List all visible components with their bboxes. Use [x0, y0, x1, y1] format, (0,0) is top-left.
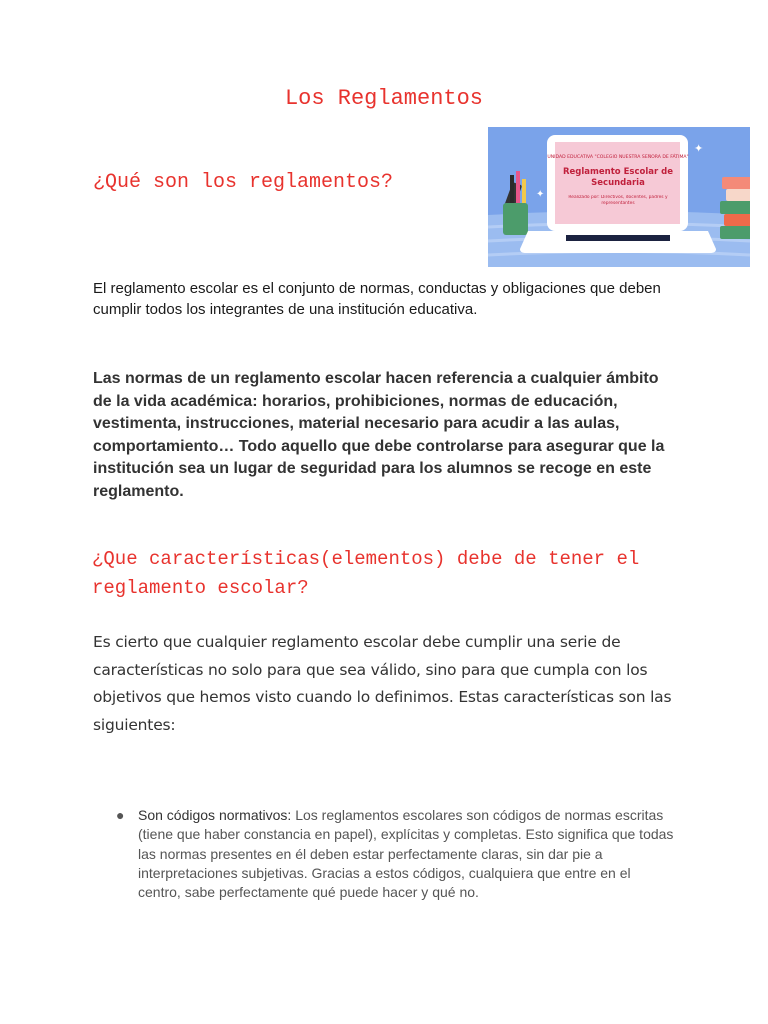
bullet-term: Son códigos normativos: — [138, 807, 292, 823]
svg-text:✦: ✦ — [694, 142, 704, 155]
document-title: Los Reglamentos — [284, 86, 484, 111]
books-stack-icon — [720, 177, 750, 239]
bullet-icon: ● — [116, 807, 125, 823]
svg-text:✦: ✦ — [536, 189, 545, 200]
section-heading-characteristics: ¿Que características(elementos) debe de tener el reglamento escolar? — [92, 548, 640, 599]
image-title-text: Reglamento Escolar de Secundaria — [563, 167, 673, 188]
characteristics-list — [116, 806, 676, 902]
bullet-text: Los reglamentos escolares son códigos de normas escritas (tiene que haber constancia en papel), explícitas y completas. Esto significa que todas las normas presentes en él deben estar perfectamente claras, sin dar pie a interpretaciones subjetivas. Gracias a estos códigos, cualquiera que entre en el centro, sabe perfectamente qué puede hacer y qué no. — [138, 807, 674, 901]
reglamento-cover-illustration — [488, 127, 750, 267]
characteristics-intro-paragraph: Es cierto que cualquier reglamento escolar debe cumplir una serie de características no solo para que sea válido, sino para que cumpla con los objetivos que hemos visto cuando lo definimos. Estas características son las siguientes: — [93, 633, 672, 734]
list-item — [116, 806, 676, 902]
image-school-text: UNIDAD EDUCATIVA "COLEGIO NUESTRA SEÑORA DE FÁTIMA" — [547, 155, 689, 160]
image-subtitle-text: Realizado por: Directivos, docentes, padres y representantes — [568, 195, 668, 206]
section-heading-what-are: ¿Qué son los reglamentos? — [93, 171, 394, 194]
norms-paragraph: Las normas de un reglamento escolar hacen referencia a cualquier ámbito de la vida académica: horarios, prohibiciones, normas de educación, vestimenta, instrucciones, material necesario para acudir a las aulas, comportamiento… Todo aquello que debe controlarse para asegurar que la institución sea un lugar de seguridad para los alumnos se recoge en este reglamento. — [93, 370, 665, 500]
definition-paragraph: El reglamento escolar es el conjunto de normas, conductas y obligaciones que deben cumplir todos los integrantes de una institución educativa. — [93, 280, 661, 318]
laptop-illustration — [488, 127, 750, 267]
